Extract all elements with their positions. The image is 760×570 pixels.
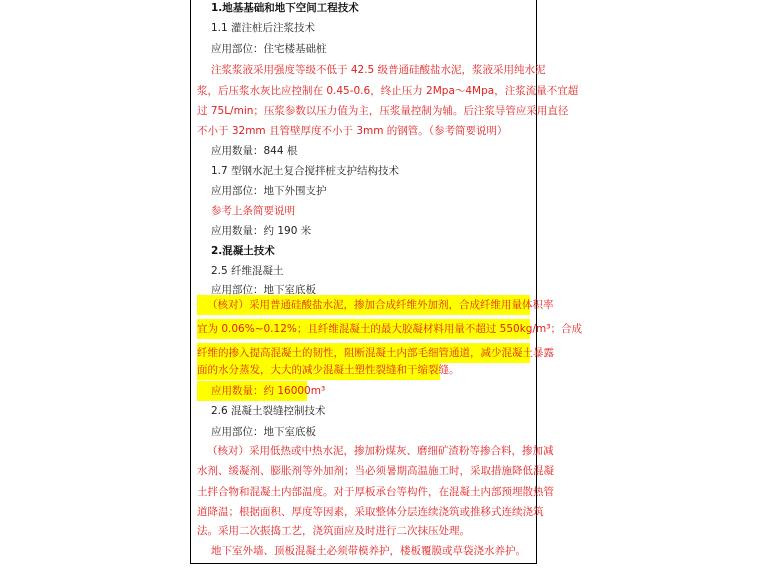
description-line: 不小于 32mm 且管壁厚度不小于 3mm 的钢管。（参考简要说明）	[197, 125, 508, 137]
description-line: （核对）采用低热或中热水泥，掺加粉煤灰、磨细矿渣粉等掺合料，掺加减	[207, 445, 554, 457]
application-quantity: 应用数量：约 190 米	[211, 225, 312, 237]
highlighted-description-line: 宜为 0.06%~0.12%；且纤维混凝土的最大胶凝材料用量不超过 550kg/m³；合成	[197, 323, 582, 335]
description-line: 道降温；根据面积、厚度等因素，采取整体分层连续浇筑或推移式连续浇筑	[197, 506, 544, 518]
application-location: 应用部位：住宅楼基础桩	[211, 43, 327, 55]
section-heading-concrete: 2.混凝土技术	[211, 245, 275, 257]
subsection-heading: 1.7 型钢水泥土复合搅拌桩支护结构技术	[211, 165, 400, 177]
subsection-heading: 1.1 灌注桩后注浆技术	[211, 22, 316, 34]
application-location: 应用部位：地下室底板	[211, 284, 316, 296]
document-text-box	[190, 0, 582, 564]
highlighted-description-line: （核对）采用普通硅酸盐水泥，掺加合成纤维外加剂，合成纤维用量体积率	[207, 299, 554, 311]
description-line: 土拌合物和混凝土内部温度。对于厚板承台等构件，在混凝土内部预埋散热管	[197, 486, 554, 498]
description-line: 水剂、缓凝剂、膨胀剂等外加剂；当必须暑期高温施工时，采取措施降低混凝	[197, 465, 554, 477]
highlighted-description-line: 纤维的掺入提高混凝土的韧性，阻断混凝土内部毛细管通道，减少混凝土暴露	[197, 347, 554, 359]
description-line: 过 75L/min；压浆参数以压力值为主，压浆量控制为辅。后注浆导管应采用直径	[197, 105, 569, 117]
section-heading-foundation: 1.地基基础和地下空间工程技术	[211, 2, 359, 14]
highlighted-application-quantity: 应用数量：约 16000m³	[211, 385, 326, 397]
application-quantity: 应用数量：844 根	[211, 145, 298, 157]
subsection-heading: 2.6 混凝土裂缝控制技术	[211, 405, 326, 417]
reference-note: 参考上条简要说明	[211, 205, 295, 217]
application-location: 应用部位：地下外围支护	[211, 185, 327, 197]
description-line: 地下室外墙、顶板混凝土必须带模养护，楼板覆膜或草袋浇水养护。	[211, 545, 526, 557]
description-line: 注浆浆液采用强度等级不低于 42.5 级普通硅酸盐水泥，浆液采用纯水泥	[211, 64, 546, 76]
description-line: 法。采用二次振捣工艺，浇筑面应及时进行二次抹压处理。	[197, 525, 470, 537]
application-location: 应用部位：地下室底板	[211, 426, 316, 438]
highlighted-description-line: 面的水分蒸发，大大的减少混凝土塑性裂缝和干缩裂缝。	[197, 364, 460, 376]
subsection-heading: 2.5 纤维混凝土	[211, 265, 284, 277]
description-line: 浆，后压浆水灰比应控制在 0.45-0.6，终止压力 2Mpa～4Mpa，注浆流量不宜超	[197, 85, 579, 97]
